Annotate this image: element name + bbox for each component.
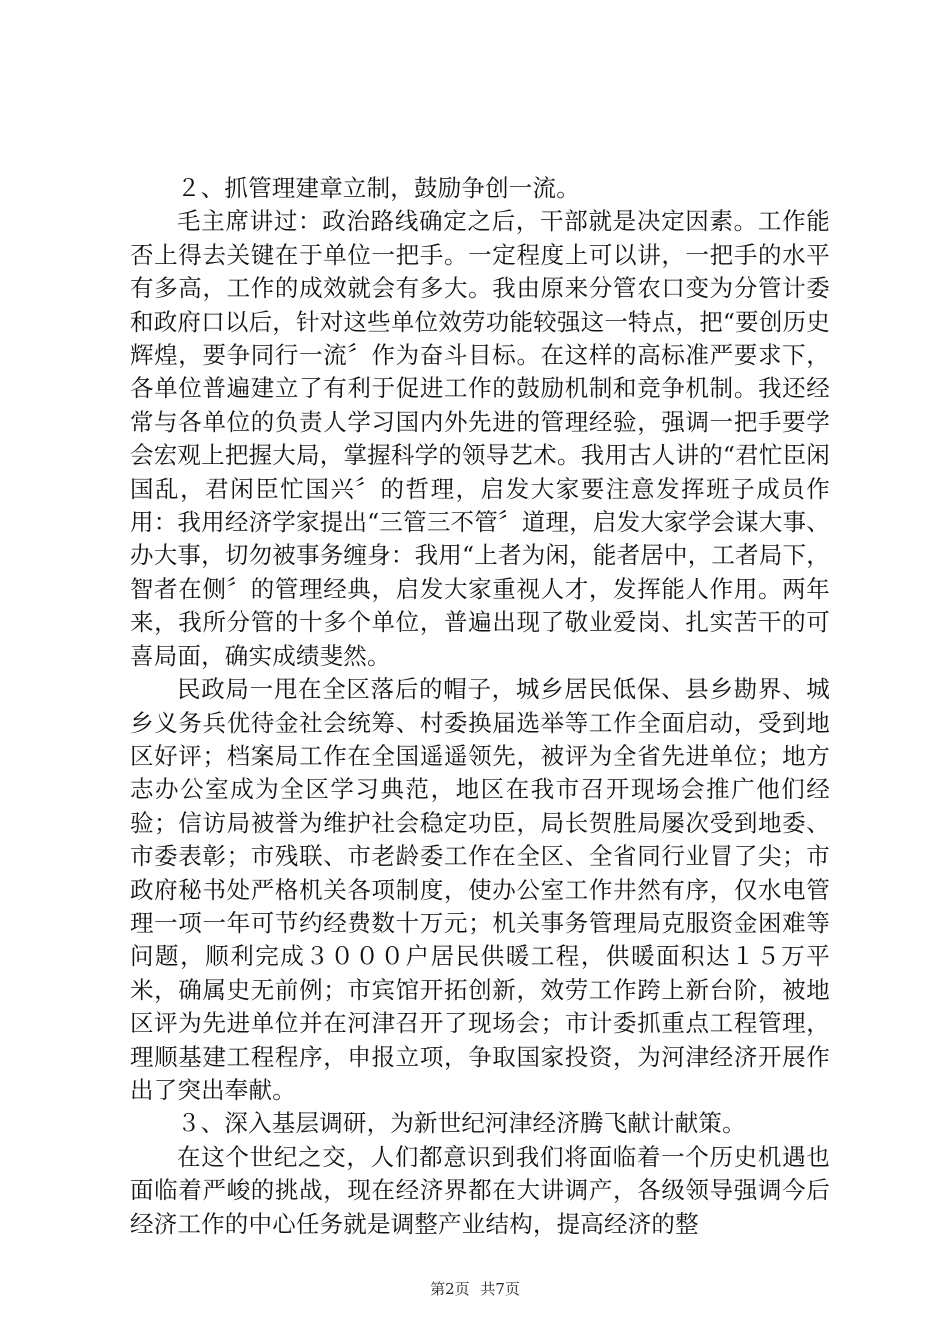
page-number: 第2页: [430, 1280, 470, 1298]
section-heading-2: ２、抓管理建章立制，鼓励争创一流。: [177, 174, 580, 202]
page-total: 共7页: [480, 1280, 520, 1298]
document-body: [130, 172, 830, 1241]
page-footer: [0, 1278, 950, 1299]
section-heading-3: ３、深入基层调研，为新世纪河津经济腾飞献计献策。: [177, 1109, 746, 1138]
body-paragraph: 在这个世纪之交，人们都意识到我们将面临着一个历史机遇也面临着严峻的挑战，现在经济界都在大讲调产，各级领导强调今后经济工作的中心任务就是调整产业结构，提高经济的整: [130, 1142, 830, 1238]
body-paragraph: 民政局一甩在全区落后的帽子，城乡居民低保、县乡勘界、城乡义务兵优待金社会统筹、村委换届选举等工作全面启动，受到地区好评；档案局工作在全国遥遥领先，被评为全省先进单位；地方志办公室成为全区学习典范，地区在我市召开现场会推广他们经验；信访局被誉为维护社会稳定功臣，局长贺胜局屡次受到地委、市委表彰；市残联、市老龄委工作在全区、全省同行业冒了尖；市政府秘书处严格机关各项制度，使办公室工作井然有序，仅水电管理一项一年可节约经费数十万元；机关事务管理局克服资金困难等问题，顺利完成３０００户居民供暖工程，供暖面积达１５万平米，确属史无前例；市宾馆开拓创新，效劳工作跨上新台阶，被地区评为先进单位并在河津召开了现场会；市计委抓重点工程管理，理顺基建工程程序，申报立项，争取国家投资，为河津经济开展作出了突出奉献。: [130, 675, 830, 1104]
body-paragraph: 毛主席讲过：政治路线确定之后，干部就是决定因素。工作能否上得去关键在于单位一把手。一定程度上可以讲，一把手的水平有多高，工作的成效就会有多大。我由原来分管农口变为分管计委和政府口以后，针对这些单位效劳功能较强这一特点，把“要创历史辉煌，要争同行一流〞作为奋斗目标。在这样的高标准严要求下，各单位普遍建立了有利于促进工作的鼓励机制和竞争机制。我还经常与各单位的负责人学习国内外先进的管理经验，强调一把手要学会宏观上把握大局，掌握科学的领导艺术。我用古人讲的“君忙臣闲国乱，君闲臣忙国兴〞的哲理，启发大家要注意发挥班子成员作用：我用经济学家提出“三管三不管〞道理，启发大家学会谋大事、办大事，切勿被事务缠身：我用“上者为闲，能者居中，工者局下，智者在侧〞的管理经典，启发大家重视人才，发挥能人作用。两年来，我所分管的十多个单位，普遍出现了敬业爱岗、扎实苦干的可喜局面，确实成绩斐然。: [130, 207, 830, 670]
